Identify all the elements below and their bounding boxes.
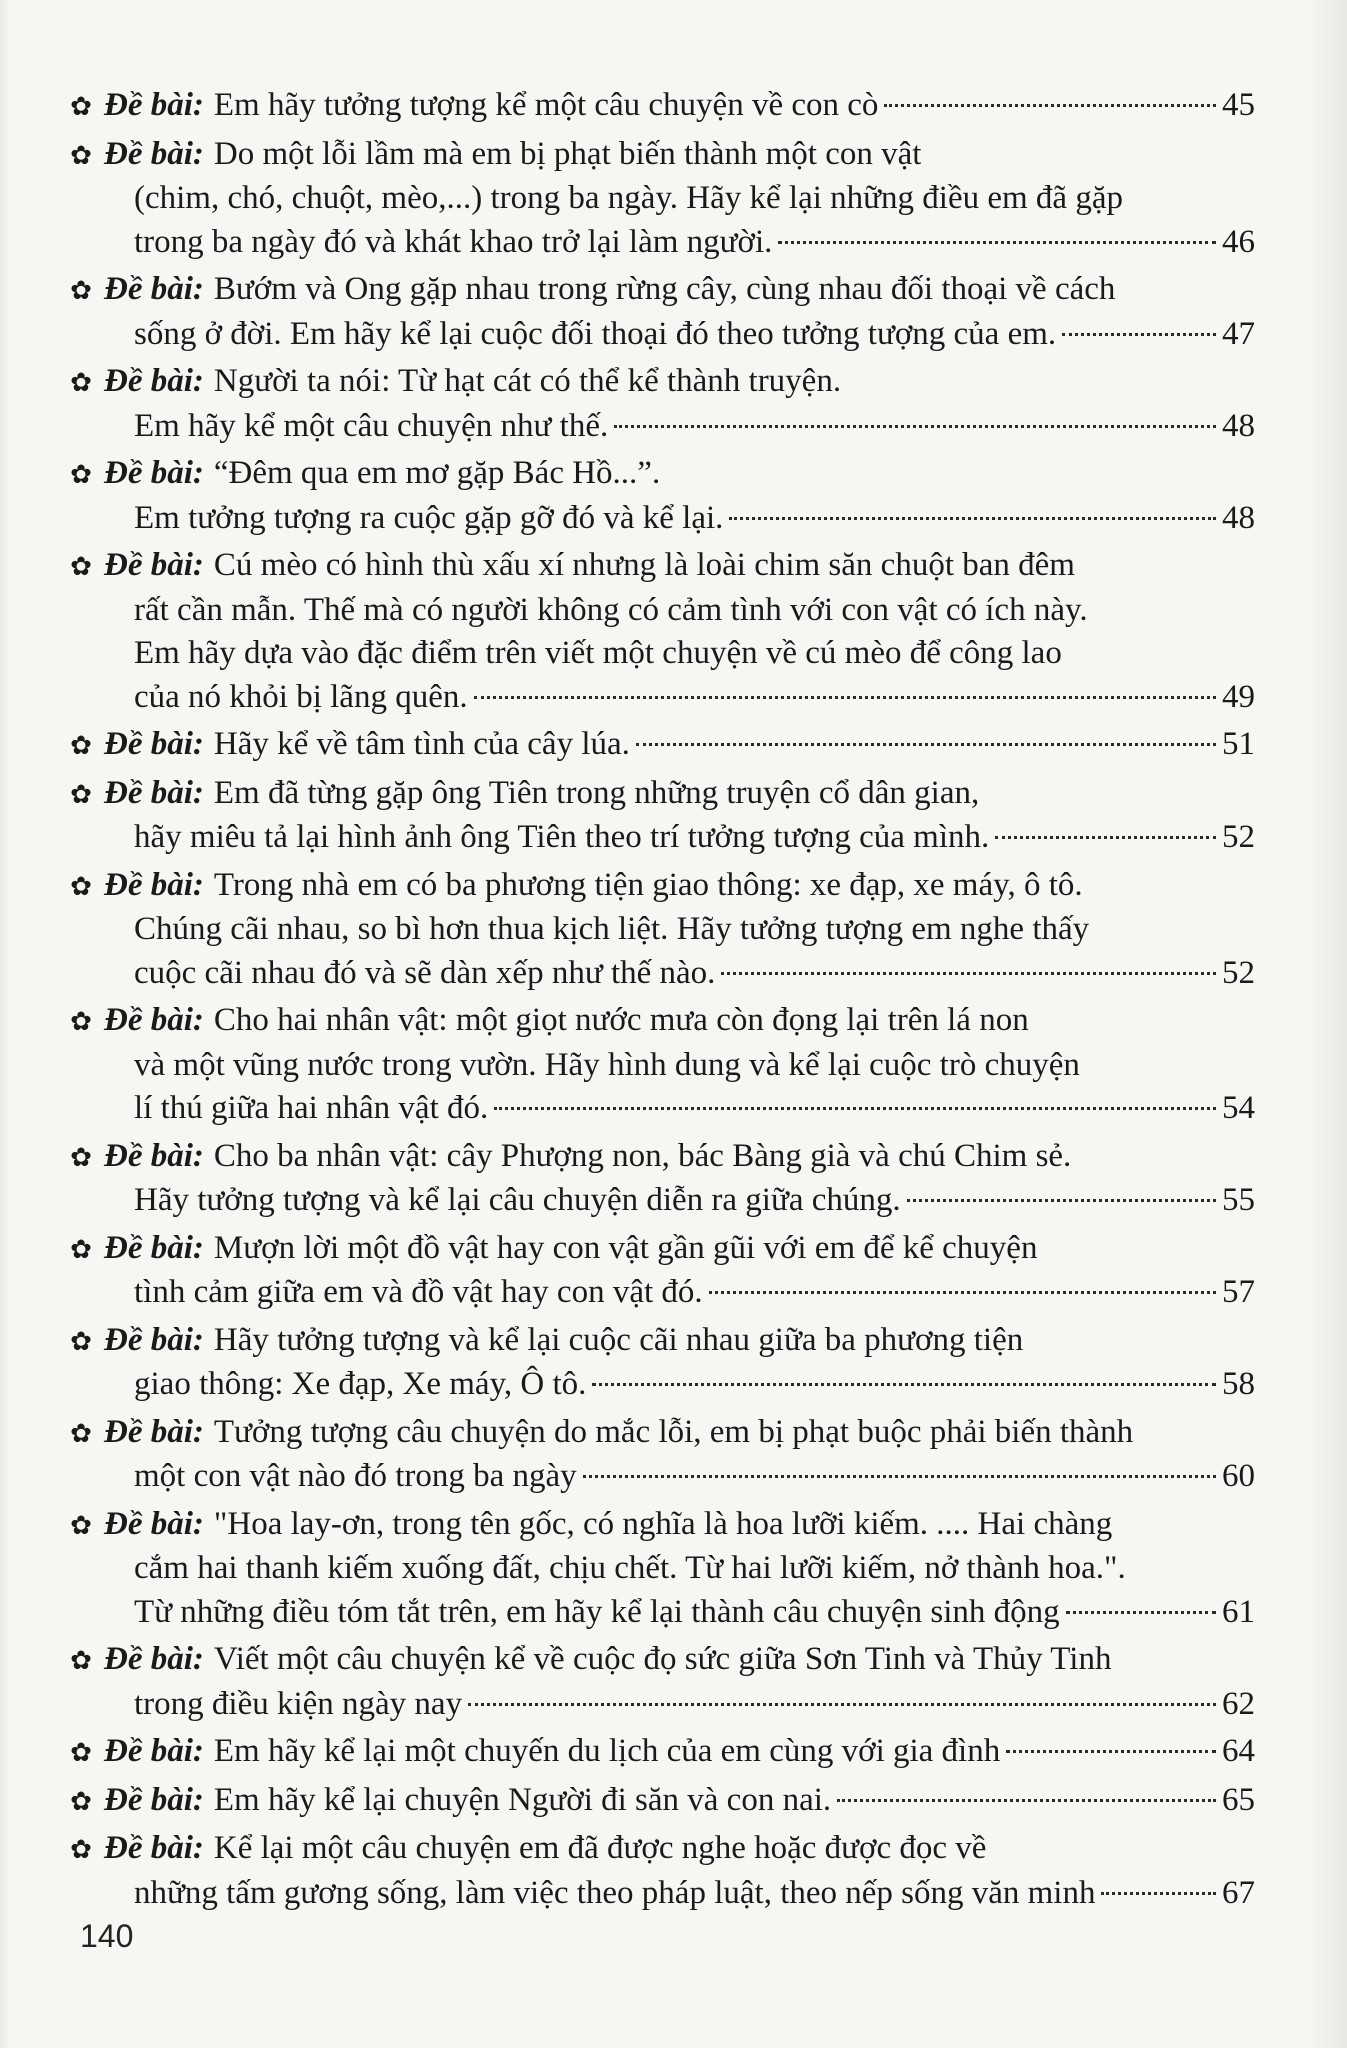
toc-line <box>70 405 1255 449</box>
dot-leader <box>1062 333 1216 336</box>
entry-text: Cho hai nhân vật: một giọt nước mưa còn đọng lại trên lá non <box>213 1002 1029 1038</box>
toc-line <box>70 1827 1255 1872</box>
dot-leader <box>614 425 1216 428</box>
dot-leader <box>1101 1892 1216 1895</box>
toc-line <box>70 1319 1255 1364</box>
dot-leader <box>1006 1750 1216 1753</box>
entry-page-number: 64 <box>1222 1733 1255 1769</box>
toc-entry <box>70 1779 1255 1824</box>
toc-entry <box>70 1227 1255 1315</box>
flower-bullet-icon: ✿ <box>70 871 92 901</box>
dot-leader <box>778 241 1216 244</box>
dot-leader <box>907 1199 1216 1202</box>
toc-line <box>70 1087 1255 1131</box>
dot-leader <box>721 972 1216 975</box>
toc-entry <box>70 772 1255 860</box>
toc-line <box>70 452 1255 497</box>
toc-entry <box>70 1827 1255 1915</box>
toc-line <box>70 1363 1255 1407</box>
entry-label: Đề bài: <box>104 87 204 123</box>
dot-leader <box>494 1107 1216 1110</box>
toc-entry <box>70 268 1255 356</box>
toc-line <box>70 1135 1255 1180</box>
flower-bullet-icon: ✿ <box>70 1007 92 1036</box>
entry-label: Đề bài: <box>104 1413 204 1450</box>
toc-line <box>70 1683 1255 1727</box>
entry-label: Đề bài: <box>104 455 204 491</box>
toc-line <box>70 1547 1255 1591</box>
page-shadow-right <box>1307 0 1347 2048</box>
flower-bullet-icon: ✿ <box>70 140 92 170</box>
entry-text: Mượn lời một đồ vật hay con vật gần gũi với em để kể chuyện <box>213 1229 1038 1266</box>
table-of-contents <box>70 84 1255 1919</box>
flower-bullet-icon: ✿ <box>70 276 92 305</box>
entry-label: Đề bài: <box>104 135 204 172</box>
entry-label: Đề bài: <box>104 1641 204 1677</box>
entry-text: "Hoa lay-ơn, trong tên gốc, có nghĩa là hoa lưỡi kiếm. .... Hai chàng <box>213 1505 1113 1542</box>
entry-label: Đề bài: <box>104 866 204 903</box>
toc-entry <box>70 999 1255 1131</box>
toc-line <box>70 589 1255 633</box>
entry-page-number: 57 <box>1222 1274 1255 1310</box>
toc-line <box>70 1227 1255 1272</box>
entry-page-number: 51 <box>1222 726 1255 762</box>
entry-label: Đề bài: <box>104 1733 204 1769</box>
entry-text: Em đã từng gặp ông Tiên trong những truyện cổ dân gian, <box>213 774 980 811</box>
entry-text: Cho ba nhân vật: cây Phượng non, bác Bàng già và chú Chim sẻ. <box>213 1137 1072 1174</box>
entry-page-number: 47 <box>1222 315 1255 352</box>
entry-text: Người ta nói: Từ hạt cát có thể kể thành truyện. <box>213 363 842 399</box>
flower-bullet-icon: ✿ <box>70 779 92 809</box>
entry-text: sống ở đời. Em hãy kể lại cuộc đối thoại đó theo tưởng tượng của em. <box>134 315 1057 352</box>
flower-bullet-icon: ✿ <box>70 1326 92 1356</box>
toc-line <box>70 864 1255 909</box>
toc-entry <box>70 544 1255 719</box>
toc-line <box>70 1503 1255 1548</box>
entry-label: Đề bài: <box>104 271 204 307</box>
entry-page-number: 48 <box>1222 499 1255 536</box>
entry-label: Đề bài: <box>104 726 204 762</box>
entry-label: Đề bài: <box>104 1137 204 1174</box>
toc-line <box>70 1271 1255 1315</box>
entry-label: Đề bài: <box>104 363 204 399</box>
dot-leader <box>1066 1611 1216 1614</box>
toc-line <box>70 84 1255 129</box>
flower-bullet-icon: ✿ <box>70 552 92 581</box>
toc-line <box>70 772 1255 817</box>
entry-text: tình cảm giữa em và đồ vật hay con vật đó. <box>134 1274 703 1310</box>
toc-line <box>70 1179 1255 1223</box>
entry-label: Đề bài: <box>104 1830 204 1866</box>
page-number: 140 <box>80 1918 134 1954</box>
entry-text: một con vật nào đó trong ba ngày <box>134 1458 577 1494</box>
toc-entry <box>70 723 1255 768</box>
entry-text: trong ba ngày đó và khát khao trở lại làm người. <box>134 223 773 260</box>
entry-text: Trong nhà em có ba phương tiện giao thông: xe đạp, xe máy, ô tô. <box>213 866 1083 903</box>
toc-entry <box>70 1135 1255 1223</box>
entry-text: cắm hai thanh kiếm xuống đất, chịu chết. Từ hai lưỡi kiếm, nở thành hoa.". <box>134 1550 1126 1586</box>
entry-page-number: 49 <box>1222 678 1255 715</box>
toc-line <box>70 723 1255 768</box>
entry-page-number: 54 <box>1222 1090 1255 1126</box>
entry-text: rất cần mẫn. Thế mà có người không có cảm tình với con vật có ích này. <box>134 591 1088 628</box>
entry-text: (chim, chó, chuột, mèo,...) trong ba ngày. Hãy kể lại những điều em đã gặp <box>134 180 1123 216</box>
entry-text: Hãy tưởng tượng và kể lại cuộc cãi nhau giữa ba phương tiện <box>213 1321 1024 1358</box>
dot-leader <box>709 1291 1216 1294</box>
toc-line <box>70 816 1255 860</box>
entry-page-number: 52 <box>1222 954 1255 991</box>
entry-text: Từ những điều tóm tắt trên, em hãy kể lại thành câu chuyện sinh động <box>134 1593 1060 1630</box>
toc-line <box>70 1730 1255 1775</box>
dot-leader <box>837 1799 1216 1802</box>
entry-page-number: 52 <box>1222 819 1255 855</box>
entry-page-number: 46 <box>1222 223 1255 260</box>
entry-text: Hãy kể về tâm tình của cây lúa. <box>213 726 630 762</box>
flower-bullet-icon: ✿ <box>70 1510 92 1540</box>
entry-text: cuộc cãi nhau đó và sẽ dàn xếp như thế nào. <box>134 954 716 991</box>
entry-text: lí thú giữa hai nhân vật đó. <box>134 1090 489 1126</box>
entry-text: Em hãy tưởng tượng kể một câu chuyện về con cò <box>213 87 879 123</box>
dot-leader <box>636 743 1216 746</box>
entry-page-number: 48 <box>1222 407 1255 444</box>
flower-bullet-icon: ✿ <box>70 1786 92 1816</box>
toc-line <box>70 497 1255 541</box>
toc-line <box>70 221 1255 265</box>
toc-line <box>70 1779 1255 1824</box>
entry-text: những tấm gương sống, làm việc theo pháp luật, theo nếp sống văn minh <box>134 1874 1096 1911</box>
toc-entry <box>70 864 1255 996</box>
entry-text: Em tưởng tượng ra cuộc gặp gỡ đó và kể lại. <box>134 499 724 536</box>
toc-line <box>70 1638 1255 1683</box>
entry-page-number: 67 <box>1222 1874 1255 1911</box>
toc-entry <box>70 360 1255 448</box>
entry-text: Tưởng tượng câu chuyện do mắc lỗi, em bị phạt buộc phải biến thành <box>213 1413 1134 1450</box>
entry-text: Chúng cãi nhau, so bì hơn thua kịch liệt. Hãy tưởng tượng em nghe thấy <box>134 911 1090 947</box>
toc-entry <box>70 1503 1255 1635</box>
entry-page-number: 61 <box>1222 1593 1255 1630</box>
entry-text: Em hãy kể một câu chuyện như thế. <box>134 407 609 444</box>
entry-page-number: 60 <box>1222 1458 1255 1494</box>
entry-page-number: 58 <box>1222 1366 1255 1402</box>
toc-entry <box>70 1730 1255 1775</box>
entry-label: Đề bài: <box>104 1781 204 1818</box>
toc-entry <box>70 452 1255 540</box>
toc-line <box>70 313 1255 357</box>
toc-line <box>70 1044 1255 1088</box>
flower-bullet-icon: ✿ <box>70 92 92 121</box>
toc-line <box>70 632 1255 676</box>
entry-page-number: 65 <box>1222 1781 1255 1818</box>
entry-label: Đề bài: <box>104 774 204 811</box>
flower-bullet-icon: ✿ <box>70 1234 92 1264</box>
flower-bullet-icon: ✿ <box>70 368 92 397</box>
toc-line <box>70 1455 1255 1499</box>
toc-line <box>70 177 1255 221</box>
toc-line <box>70 676 1255 720</box>
toc-entry <box>70 1638 1255 1726</box>
entry-text: giao thông: Xe đạp, Xe máy, Ô tô. <box>134 1366 587 1402</box>
flower-bullet-icon: ✿ <box>70 1418 92 1448</box>
dot-leader <box>468 1703 1216 1706</box>
entry-text: “Đêm qua em mơ gặp Bác Hồ...”. <box>213 455 661 491</box>
entry-label: Đề bài: <box>104 1505 204 1542</box>
entry-text: và một vũng nước trong vườn. Hãy hình dung và kể lại cuộc trò chuyện <box>134 1046 1080 1083</box>
entry-text: hãy miêu tả lại hình ảnh ông Tiên theo trí tưởng tượng của mình. <box>134 819 990 855</box>
dot-leader <box>583 1475 1216 1478</box>
dot-leader <box>474 696 1216 699</box>
toc-entry <box>70 1411 1255 1499</box>
entry-label: Đề bài: <box>104 1321 204 1358</box>
entry-label: Đề bài: <box>104 1229 204 1266</box>
entry-page-number: 62 <box>1222 1685 1255 1722</box>
flower-bullet-icon: ✿ <box>70 1738 92 1767</box>
toc-line <box>70 1872 1255 1916</box>
entry-page-number: 55 <box>1222 1182 1255 1218</box>
entry-text: trong điều kiện ngày nay <box>134 1685 463 1722</box>
toc-line <box>70 999 1255 1044</box>
flower-bullet-icon: ✿ <box>70 731 92 760</box>
entry-label: Đề bài: <box>104 1002 204 1038</box>
toc-line <box>70 133 1255 178</box>
entry-text: Em hãy kể lại một chuyến du lịch của em cùng với gia đình <box>213 1733 1001 1769</box>
entry-page-number: 45 <box>1222 87 1255 123</box>
entry-text: Do một lỗi lầm mà em bị phạt biến thành một con vật <box>213 135 922 172</box>
flower-bullet-icon: ✿ <box>70 1835 92 1864</box>
toc-line <box>70 360 1255 405</box>
entry-text: Viết một câu chuyện kể về cuộc đọ sức giữa Sơn Tinh và Thủy Tinh <box>213 1641 1112 1677</box>
flower-bullet-icon: ✿ <box>70 1142 92 1172</box>
toc-line <box>70 952 1255 996</box>
entry-text: Bướm và Ong gặp nhau trong rừng cây, cùng nhau đối thoại về cách <box>213 271 1116 307</box>
entry-text: Cú mèo có hình thù xấu xí nhưng là loài chim săn chuột ban đêm <box>213 547 1075 583</box>
entry-label: Đề bài: <box>104 547 204 583</box>
toc-line <box>70 268 1255 313</box>
toc-entry <box>70 84 1255 129</box>
dot-leader <box>884 104 1216 107</box>
entry-text: của nó khỏi bị lãng quên. <box>134 678 468 715</box>
dot-leader <box>729 517 1216 520</box>
entry-text: Kể lại một câu chuyện em đã được nghe hoặc được đọc về <box>213 1830 987 1866</box>
toc-line <box>70 908 1255 952</box>
dot-leader <box>995 836 1216 839</box>
entry-text: Em hãy dựa vào đặc điểm trên viết một chuyện về cú mèo để công lao <box>134 635 1062 671</box>
toc-line <box>70 1591 1255 1635</box>
toc-entry <box>70 1319 1255 1407</box>
toc-line <box>70 544 1255 589</box>
toc-entry <box>70 133 1255 265</box>
toc-line <box>70 1411 1255 1456</box>
entry-text: Hãy tưởng tượng và kể lại câu chuyện diễn ra giữa chúng. <box>134 1182 901 1218</box>
dot-leader <box>592 1383 1216 1386</box>
flower-bullet-icon: ✿ <box>70 460 92 489</box>
page-shadow-left <box>0 0 10 2048</box>
entry-text: Em hãy kể lại chuyện Người đi săn và con nai. <box>213 1781 832 1818</box>
flower-bullet-icon: ✿ <box>70 1646 92 1675</box>
